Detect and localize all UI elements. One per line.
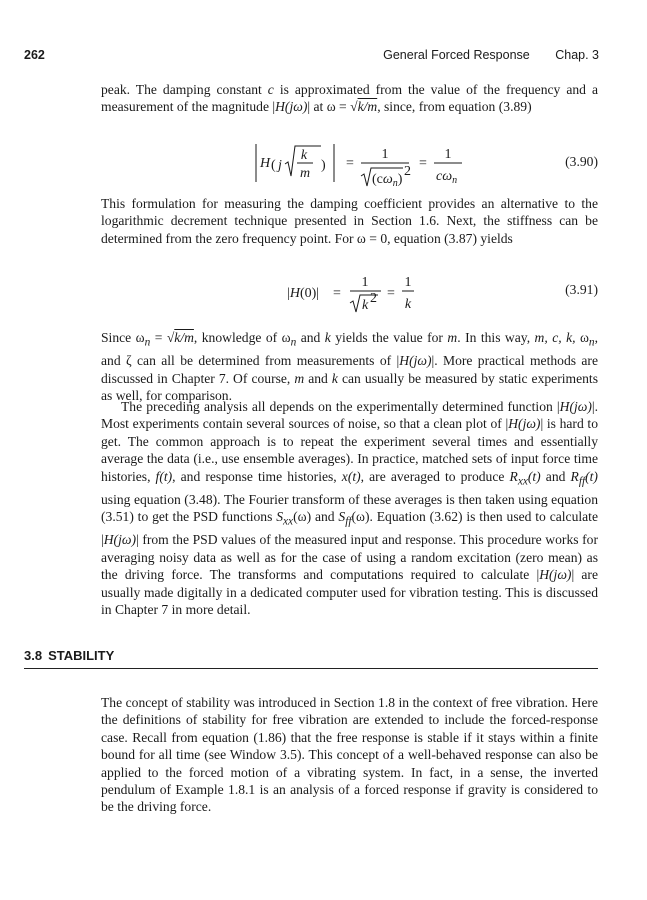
svg-text:k: k (300, 148, 308, 163)
svg-text:=: = (387, 286, 395, 301)
svg-text:k: k (404, 297, 412, 312)
svg-text:1: 1 (361, 275, 369, 290)
paragraph-4: The preceding analysis all depends on the experimentally determined function |H(jω)|. Most experiments contain several sources of noise, so that a clean plot of |H(jω)| is hard to get. The common approach is to repeat the experiment several times and essentially average the data (i.e., use ensemble averages). In practice, matched sets of input force time histories, f(t), and response time histories, x(t), are averaged to produce $R_{xx}(t)$ and $R_{ff}(t)$ using equation (3.48). The Fourier transform of these averages is then taken using equation (3.51) to get the PSD functions $S_{xx}(\omega)$ and $S_{ff}(\omega)$. Equation (3.62) is then used to calculate |H(jω)| from the PSD values of the measured input and response. This procedure works for averaging noisy data as well as for the case of using a random excitation (zero mean) as the driving force. The transforms and computations required to calculate |H(jω)| are usually made digitally in a dedicated computer used for vibration testing. This is discussed in Chapter 7 in more detail. (101, 399, 599, 617)
svg-text:j: j (278, 158, 282, 173)
equation-3-91 (101, 270, 598, 313)
paragraph-2: This formulation for measuring the damping coefficient provides an alternative to the logarithmic decrement technique presented in Section 1.6. Next, the stiffness can be determined from the zero frequency point. For ω = 0, equation (3.87) yields (101, 196, 598, 246)
svg-text:cωn: $c\omega_n$ (436, 169, 458, 186)
svg-text:1: 1 (404, 275, 412, 290)
svg-text:1: 1 (381, 147, 389, 162)
svg-text:=: = (333, 286, 341, 301)
svg-text:1: 1 (444, 147, 452, 162)
running-header (24, 48, 599, 66)
svg-text:=: = (419, 156, 427, 171)
paragraph-1: peak. The damping constant c is approximated from the value of the frequency and a measurement of the magnitude |H(jω)| at ω = √k/m, since, from equation (3.89) (101, 82, 598, 115)
svg-text:2: 2 (404, 164, 411, 179)
svg-text:H: H (260, 156, 271, 171)
svg-text:2: 2 (370, 291, 377, 306)
chapter-label: Chap. 3 (555, 48, 599, 62)
svg-text:k: k (362, 298, 369, 313)
svg-text:m: m (299, 166, 311, 181)
equation-number-3-90: (3.90) (565, 154, 598, 169)
equation-3-90-formula (253, 142, 513, 192)
equation-3-91-formula (286, 270, 486, 313)
section-heading (24, 648, 598, 669)
paragraph-5: The concept of stability was introduced in Section 1.8 in the context of free vibration. Here the definitions of stability for free vibration are extended to include the forced-response case. Recall from equation (1.86) that the free response is stable if it stays within a finite bound for all time (see Window 3.5). This concept of a well-behaved response can also be applied to the forced motion of a vibrating system. In fact, in a sense, the inverted pendulum of Example 1.8.1 is an analysis of a forced response if gravity is considered to be the driving force. (101, 695, 598, 815)
page-number: 262 (24, 48, 45, 62)
section-number: 3.8 (24, 648, 43, 663)
svg-text:|H(0)|: |H(0)| (287, 286, 320, 301)
svg-text:(cωn): $(c\omega_n)$ (372, 172, 403, 189)
running-title (361, 48, 599, 62)
equation-3-90 (101, 142, 598, 190)
section-title-text: STABILITY (48, 648, 115, 663)
paragraph-3: Since $\omega_n = √k/m$, knowledge of $\omega_n$ and k yields the value for m. In this way, m, c, k, $\omega_n$, and ζ can all be determined from measurements of |H(jω)|. More practical methods are discussed in Chapter 7. Of course, m and k can usually be measured by static experiments as well, for comparison. (101, 330, 598, 403)
svg-text:): ) (321, 158, 326, 173)
equation-number-3-91: (3.91) (565, 282, 598, 297)
svg-text:=: = (346, 156, 354, 171)
section-title: General Forced Response (383, 48, 530, 62)
svg-text:(: ( (271, 158, 276, 173)
